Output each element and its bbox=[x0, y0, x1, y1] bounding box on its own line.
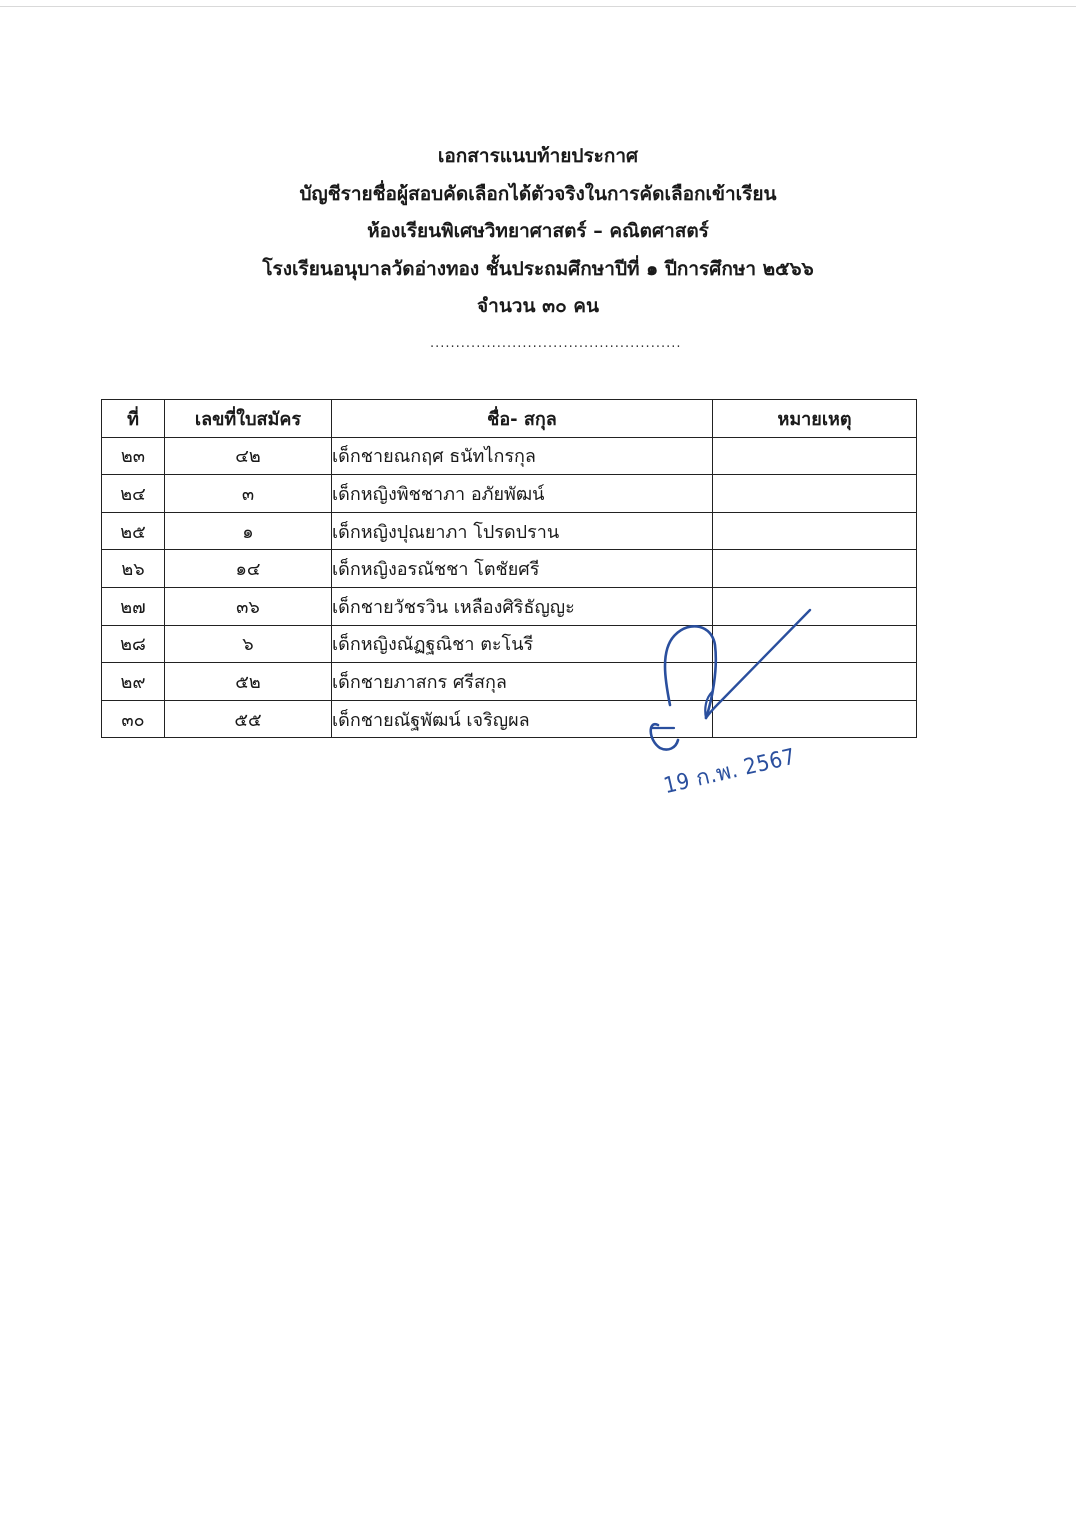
table-row bbox=[102, 437, 917, 475]
student-name: เด็กหญิงพิชชาภา อภัยพัฒน์ bbox=[332, 475, 713, 513]
student-name: เด็กชายณกฤศ ธนัทไกรกุล bbox=[332, 437, 713, 475]
row-number: ๒๖ bbox=[102, 550, 165, 588]
row-number: ๒๕ bbox=[102, 512, 165, 550]
application-number: ๑๔ bbox=[165, 550, 332, 588]
remarks-cell bbox=[713, 550, 917, 588]
remarks-cell bbox=[713, 512, 917, 550]
header-program: ห้องเรียนพิเศษวิทยาศาสตร์ – คณิตศาสตร์ bbox=[367, 220, 709, 242]
row-number: ๓๐ bbox=[102, 700, 165, 738]
column-header-no: ที่ bbox=[102, 400, 165, 438]
application-number: ๓๖ bbox=[165, 587, 332, 625]
column-header-name: ชื่อ- สกุล bbox=[332, 400, 713, 438]
table-header-row bbox=[102, 400, 917, 438]
student-name: เด็กหญิงอรณัชชา โตชัยศรี bbox=[332, 550, 713, 588]
header-count: จำนวน ๓๐ คน bbox=[477, 295, 599, 317]
date-stamp: 19 ก.พ. 2567 bbox=[661, 744, 799, 800]
student-name: เด็กชายวัชรวิน เหลืองศิริธัญญะ bbox=[332, 587, 713, 625]
row-number: ๒๘ bbox=[102, 625, 165, 663]
student-name: เด็กหญิงปุณยาภา โปรดปราน bbox=[332, 512, 713, 550]
row-number: ๒๗ bbox=[102, 587, 165, 625]
handwritten-signature bbox=[640, 600, 830, 770]
column-header-remarks: หมายเหตุ bbox=[713, 400, 917, 438]
page-top-rule bbox=[0, 6, 1076, 7]
remarks-cell bbox=[713, 437, 917, 475]
application-number: ๔๒ bbox=[165, 437, 332, 475]
student-name: เด็กชายณัฐพัฒน์ เจริญผล bbox=[332, 700, 713, 738]
application-number: ๕๒ bbox=[165, 663, 332, 701]
row-number: ๒๙ bbox=[102, 663, 165, 701]
document-header bbox=[0, 138, 1076, 326]
table-row bbox=[102, 512, 917, 550]
table-row bbox=[102, 550, 917, 588]
header-separator: ................................................. bbox=[430, 336, 682, 351]
application-number: ๑ bbox=[165, 512, 332, 550]
header-title: เอกสารแนบท้ายประกาศ bbox=[437, 145, 639, 167]
header-list-title: บัญชีรายชื่อผู้สอบคัดเลือกได้ตัวจริงในการคัดเลือกเข้าเรียน bbox=[299, 182, 777, 205]
row-number: ๒๓ bbox=[102, 437, 165, 475]
column-header-application-no: เลขที่ใบสมัคร bbox=[165, 400, 332, 438]
table-row bbox=[102, 475, 917, 513]
row-number: ๒๔ bbox=[102, 475, 165, 513]
student-name: เด็กชายภาสกร ศรีสกุล bbox=[332, 663, 713, 701]
application-number: ๖ bbox=[165, 625, 332, 663]
header-school: โรงเรียนอนุบาลวัดอ่างทอง ชั้นประถมศึกษาปีที่ ๑ ปีการศึกษา ๒๕๖๖ bbox=[262, 257, 814, 280]
application-number: ๕๕ bbox=[165, 700, 332, 738]
remarks-cell bbox=[713, 475, 917, 513]
application-number: ๓ bbox=[165, 475, 332, 513]
student-name: เด็กหญิงณัฏฐณิชา ตะโนรี bbox=[332, 625, 713, 663]
